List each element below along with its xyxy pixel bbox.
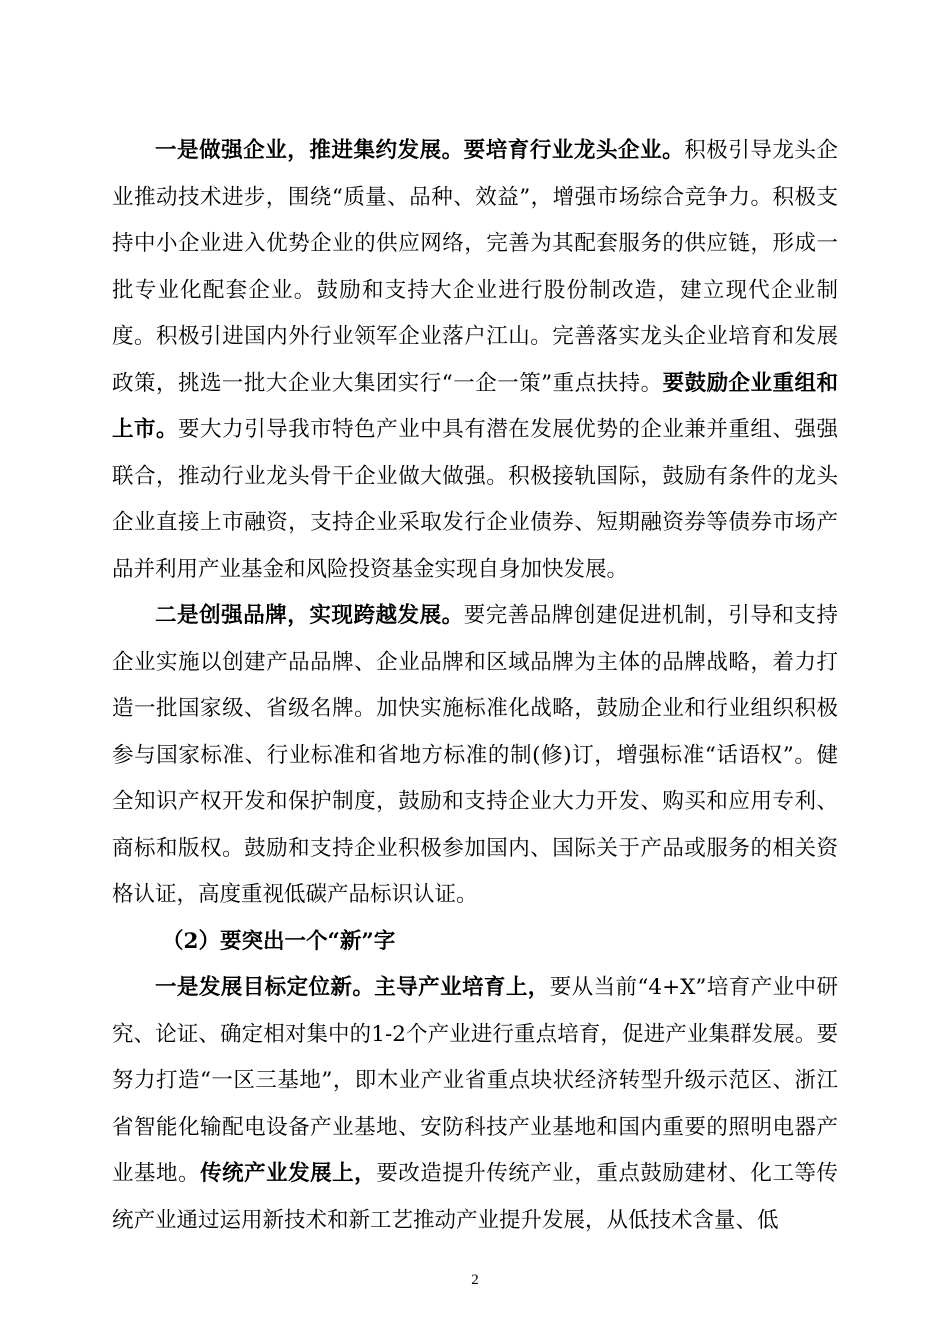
text-run: 要完善品牌创建促进机制，引导和支持企业实施以创建产品品牌、企业品牌和区域品牌为主体的品牌战略，着力打造一批国家级、省级名牌。加快实施标准化战略，鼓励企业和行业组织积极参与国家标准、行业标准和省地方标准的制(修)订，增强标准“话语权”。健全知识产权开发和保护制度，鼓励和支持企业大力开发、购买和应用专利、商标和版权。鼓励和支持企业积极参加国内、国际关于产品或服务的相关资格认证，高度重视低碳产品标识认证。: [112, 603, 838, 907]
document-body: [112, 128, 838, 1244]
bold-run: 二是创强品牌，实现跨越发展。: [155, 603, 464, 628]
text-run: 积极引导龙头企业推动技术进步，围绕“质量、品种、效益”，增强市场综合竞争力。积极支持中小企业进入优势企业的供应网络，完善为其配套服务的供应链，形成一批专业化配套企业。鼓励和支持大企业进行股份制改造，建立现代企业制度。积极引进国内外行业领军企业落户江山。完善落实龙头企业培育和发展政策，挑选一批大企业大集团实行“一企一策”重点扶持。: [112, 138, 838, 396]
bold-run: 要鼓励企业重组和上市。: [112, 370, 838, 442]
paragraph-3: [112, 919, 838, 966]
bold-run: （2）要突出一个“新”字: [162, 928, 396, 954]
paragraph-2: [112, 593, 838, 919]
text-run: 要从当前“4+X”培育产业中研究、论证、确定相对集中的1-2个产业进行重点培育，促进产业集群发展。要努力打造“一区三基地”，即木业产业省重点块状经济转型升级示范区、浙江省智能化输配电设备产业基地、安防科技产业基地和国内重要的照明电器产业基地。: [112, 975, 838, 1186]
bold-run: 一是做强企业，推进集约发展。要培育行业龙头企业。: [155, 138, 685, 163]
text-run: 要改造提升传统产业，重点鼓励建材、化工等传统产业通过运用新技术和新工艺推动产业提升发展，从低技术含量、低: [112, 1161, 838, 1233]
text-run: 要大力引导我市特色产业中具有潜在发展优势的企业兼并重组、强强联合，推动行业龙头骨干企业做大做强。积极接轨国际，鼓励有条件的龙头企业直接上市融资，支持企业采取发行企业债券、短期融资券等债券市场产品并利用产业基金和风险投资基金实现自身加快发展。: [112, 417, 838, 582]
paragraph-1: [112, 128, 838, 593]
bold-run: 传统产业发展上，: [200, 1161, 377, 1186]
page-number: 2: [471, 1272, 479, 1288]
paragraph-4: [112, 965, 838, 1244]
bold-run: 一是发展目标定位新。主导产业培育上，: [155, 975, 550, 1000]
